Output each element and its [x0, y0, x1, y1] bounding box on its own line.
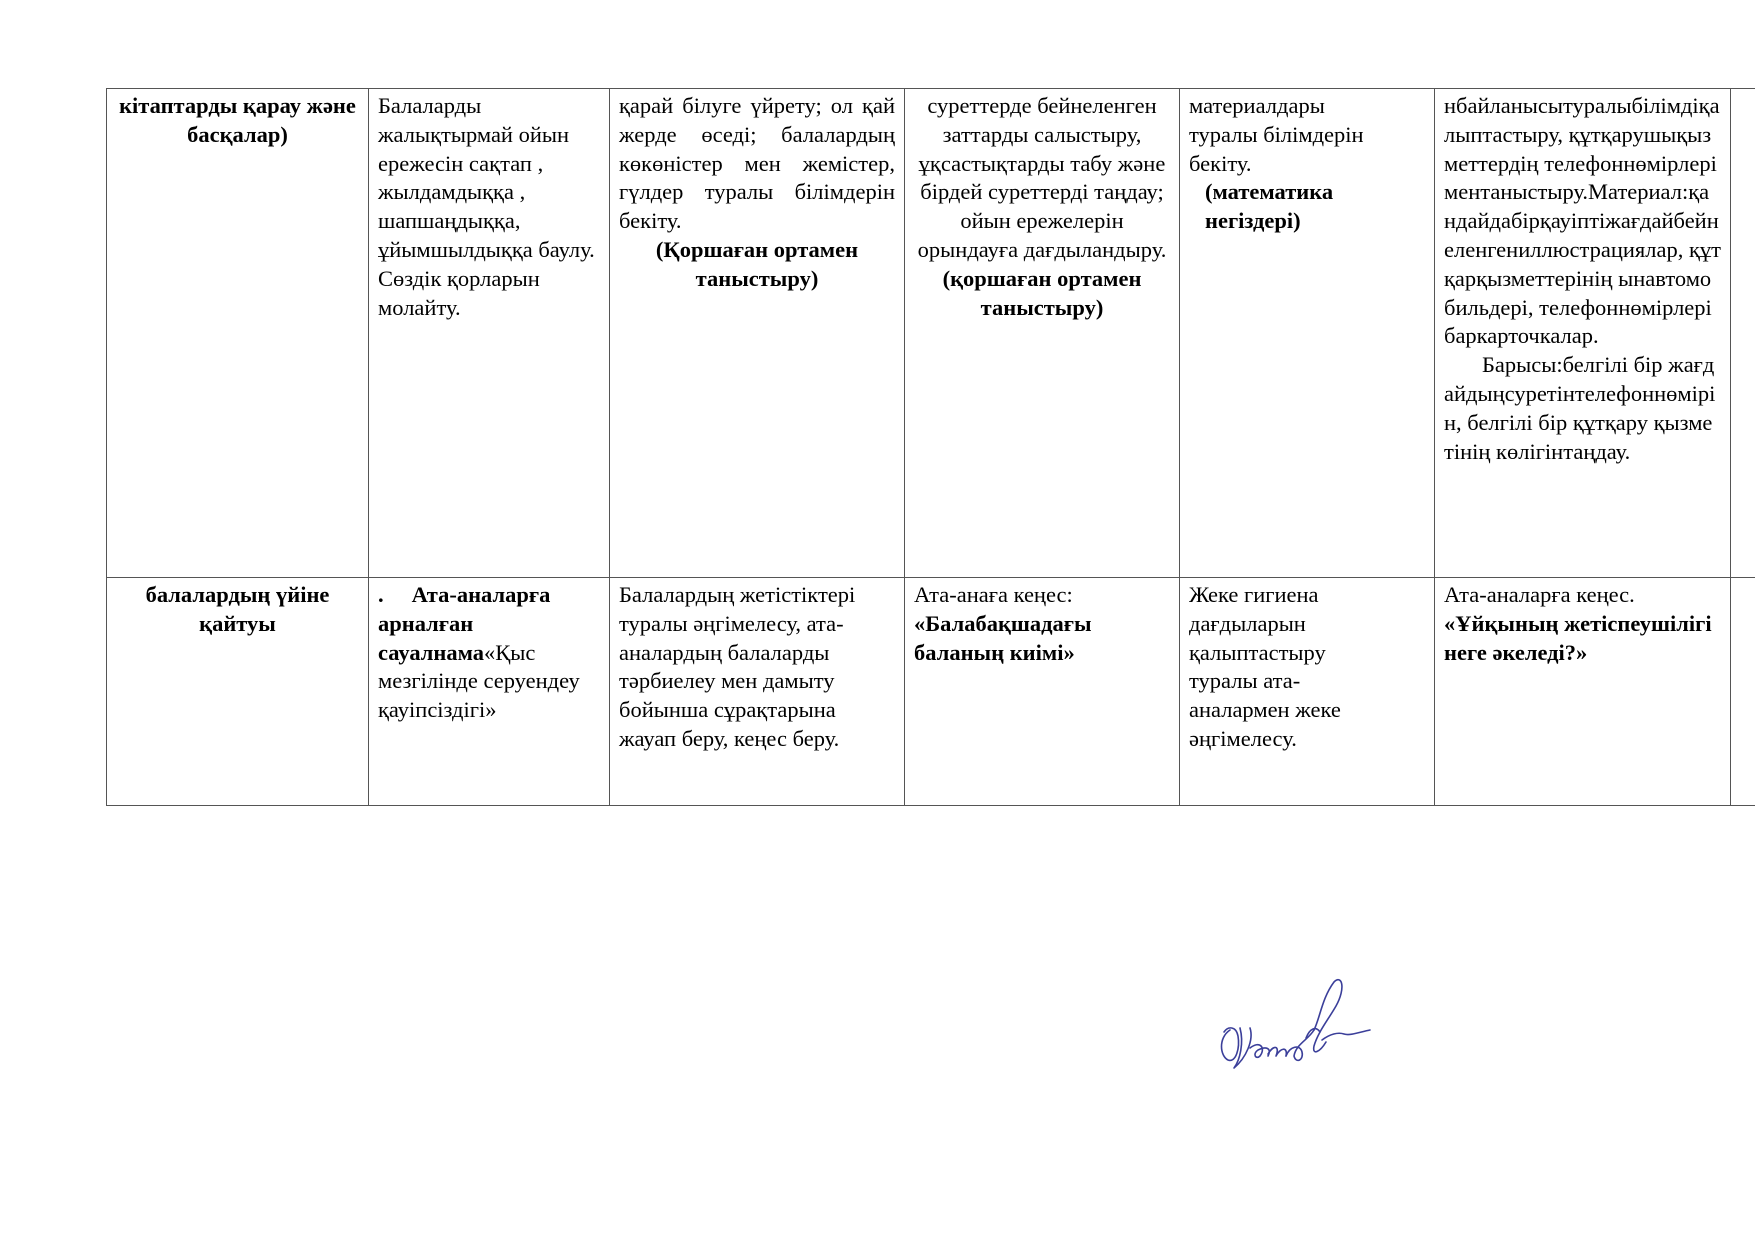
signature-image: [1210, 968, 1410, 1098]
row2-extra-cell: [1731, 578, 1755, 806]
row1-activity-cell: [107, 89, 369, 578]
row1-friday-progress: Барысы:белгілі бір жағдайдыңсуретінтелефоннөмірін, белгілі бір құтқару қызметінің көлігінтаңдау.: [1444, 352, 1716, 464]
row1-extra-cell: [1731, 89, 1755, 578]
row2-wednesday-cell: [905, 578, 1180, 806]
row1-wednesday-text: суреттерде бейнеленген заттарды салыстыру, ұқсастықтарды табу және бірдей суреттерді таңдау; ойын ережелерін орындауға дағдыландыру.: [917, 93, 1167, 262]
row2-friday-cell: [1435, 578, 1731, 806]
row2-thursday-cell: [1180, 578, 1435, 806]
row2-monday-title: Ата-аналарға арналған сауалнама: [378, 582, 551, 665]
row2-wednesday-text: Ата-анаға кеңес:: [914, 582, 1073, 607]
row1-wednesday-cell: [905, 89, 1180, 578]
table-row: [107, 578, 1755, 806]
row1-thursday-text: материалдары туралы білімдерін бекіту.: [1189, 93, 1364, 176]
row2-friday-text: Ата-аналарға кеңес.: [1444, 582, 1635, 607]
schedule-table: [106, 88, 1755, 806]
row1-monday-text: Балаларды жалықтырмай ойын ережесін сақтап , жылдамдыққа , шапшаңдыққа, ұйымшылдыққа баулу. Сөздік қорларын молайту.: [378, 93, 595, 320]
row1-thursday-cell: [1180, 89, 1435, 578]
row1-tuesday-subject: (Қоршаған ортамен таныстыру): [655, 236, 859, 291]
row1-tuesday-cell: [610, 89, 905, 578]
row2-tuesday-cell: [610, 578, 905, 806]
row1-activity-text: кітаптарды қарау және басқалар): [119, 93, 356, 147]
row2-monday-cell: [369, 578, 610, 806]
row2-tuesday-text: Балалардың жетістіктері туралы әңгімелесу, ата-аналардың балаларды тәрбиелеу мен дамыту бойынша сұрақтарына жауап беру, кеңес беру.: [619, 582, 856, 751]
row1-friday-text: нбайланысытуралыбілімдіқалыптастыру, құтқарушықызметтердің телефоннөмірлеріментаныстыру.Материал:қандайдабірқауіптіжағдайбейнеленгениллюстрациялар, құтқарқызметтерінің ынавтомобильдері, телефоннөмірлерібаркарточкалар.: [1444, 93, 1721, 349]
row2-thursday-text: Жеке гигиена дағдыларын қалыптастыру туралы ата-аналармен жеке әңгімелесу.: [1189, 582, 1341, 751]
row2-friday-title: «Ұйқының жетіспеушілігі неге әкеледі?»: [1444, 610, 1712, 665]
row2-wednesday-title: «Балабақшадағы баланың киімі»: [914, 610, 1092, 665]
row1-tuesday-text: қарай білуге үйрету; ол қай жерде өседі; балалардың көкөністер мен жемістер, гүлдер туралы білімдерін бекіту.: [619, 93, 895, 234]
row1-friday-cell: [1435, 89, 1731, 578]
row2-activity-text: балалардың үйіне қайтуы: [145, 582, 330, 636]
row1-monday-cell: [369, 89, 610, 578]
row1-wednesday-subject: (қоршаған ортамен таныстыру): [942, 265, 1142, 320]
row1-thursday-subject: (математика негіздері): [1205, 179, 1334, 234]
table-row: [107, 89, 1755, 578]
row2-monday-bullet: .: [378, 582, 384, 607]
row2-activity-cell: [107, 578, 369, 806]
row2-monday-text: «Қыс мезгілінде серуендеу қауіпсіздігі»: [378, 639, 580, 723]
